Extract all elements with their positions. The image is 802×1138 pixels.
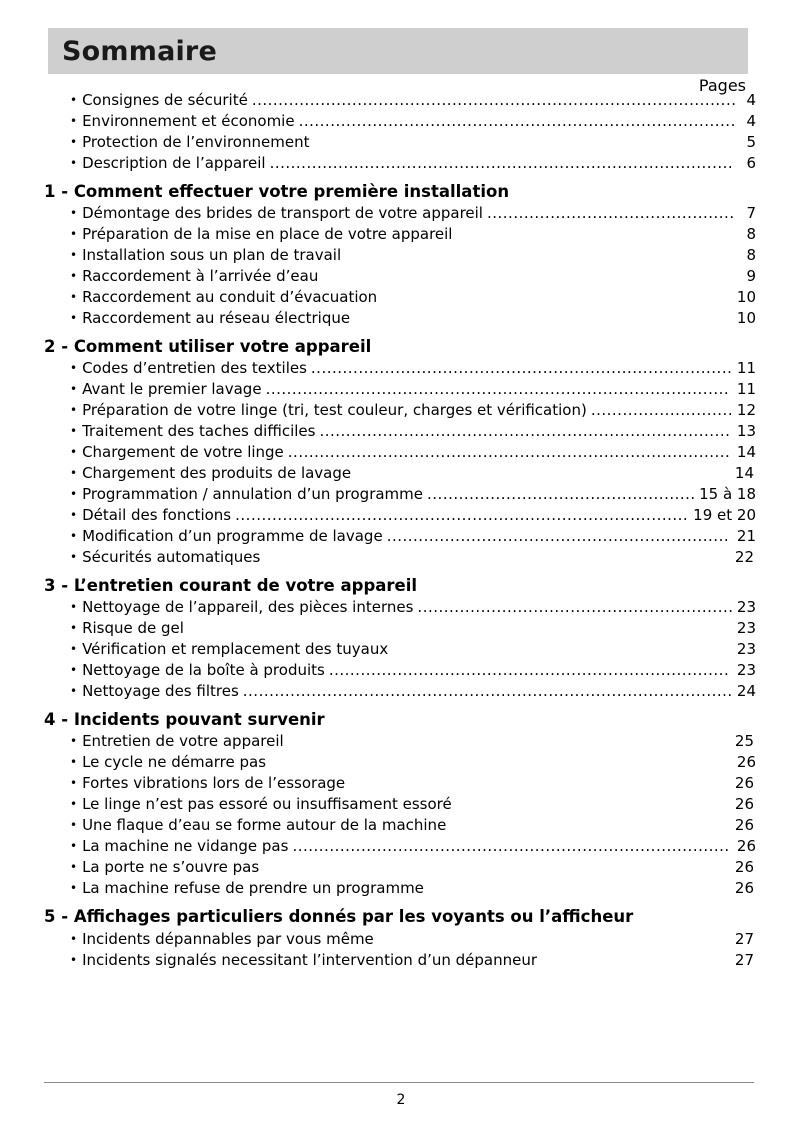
toc-entry[interactable] bbox=[44, 794, 756, 815]
toc-leader-dots: .................................................................................... bbox=[287, 443, 731, 462]
toc-leader-dots: ................................................... bbox=[427, 485, 696, 504]
toc-leader-dots: ................................................................................... bbox=[292, 837, 730, 856]
bullet-icon: • bbox=[70, 227, 78, 242]
toc-entry-page: 15 à 18 bbox=[699, 485, 756, 504]
toc-leader-dots: ............................................... bbox=[486, 204, 735, 223]
toc-leader-dots: ...................................................................................... bbox=[235, 506, 689, 525]
toc-entry-label: Chargement des produits de lavage bbox=[82, 464, 352, 483]
toc-entry[interactable] bbox=[44, 400, 756, 421]
toc-entry-label: Codes d’entretien des textiles bbox=[82, 359, 307, 378]
bullet-icon: • bbox=[70, 93, 78, 107]
toc-entry-label: Fortes vibrations lors de l’essorage bbox=[82, 774, 346, 793]
toc-leader-dots: ................................................................. bbox=[386, 527, 730, 546]
toc-entry-page: 26 bbox=[734, 816, 754, 835]
toc-entry-label: La machine refuse de prendre un programme bbox=[82, 879, 424, 898]
toc-leader-dots: ................................................................................ bbox=[310, 359, 733, 378]
toc-entry-page: 10 bbox=[736, 309, 756, 328]
toc-section-heading: 2 - Comment utiliser votre appareil bbox=[44, 337, 372, 357]
bullet-icon: • bbox=[70, 818, 78, 833]
toc-entry-label: Incidents signalés necessitant l’intervention d’un dépanneur bbox=[82, 950, 538, 969]
toc-leader-dots: ........................... bbox=[590, 401, 734, 420]
toc-entry-label: Le cycle ne démarre pas bbox=[82, 753, 267, 772]
toc-entry[interactable] bbox=[44, 358, 756, 379]
toc-entry-label: Une flaque d’eau se forme autour de la machine bbox=[82, 816, 447, 835]
toc-entry-page: 26 bbox=[734, 858, 754, 877]
pages-column-label: Pages bbox=[698, 76, 746, 95]
bullet-icon: • bbox=[70, 839, 78, 854]
bullet-icon: • bbox=[70, 135, 78, 149]
toc-entry-page: 11 bbox=[736, 380, 756, 399]
toc-entry[interactable] bbox=[44, 245, 756, 266]
bullet-icon: • bbox=[70, 248, 78, 263]
bullet-icon: • bbox=[70, 860, 78, 875]
toc-section-heading: 5 - Affichages particuliers donnés par les voyants ou l’afficheur bbox=[44, 907, 634, 927]
bullet-icon: • bbox=[70, 529, 78, 544]
bullet-icon: • bbox=[70, 600, 78, 615]
toc-entry-label: Sécurités automatiques bbox=[82, 548, 261, 567]
toc-entry-label: La porte ne s’ouvre pas bbox=[82, 858, 260, 877]
bullet-icon: • bbox=[70, 550, 78, 565]
toc-entry[interactable] bbox=[44, 266, 756, 287]
toc-entry[interactable] bbox=[44, 132, 756, 153]
page-title: Sommaire bbox=[62, 35, 217, 67]
toc-entry-page: 23 bbox=[736, 619, 756, 638]
footer-divider bbox=[44, 1082, 754, 1083]
toc-entry[interactable] bbox=[44, 526, 756, 547]
bullet-icon: • bbox=[70, 403, 78, 418]
toc-entry[interactable] bbox=[44, 752, 756, 773]
toc-entry-label: Programmation / annulation d’un programme bbox=[82, 485, 424, 504]
toc-entry[interactable] bbox=[44, 442, 756, 463]
toc-entry-label: Raccordement au réseau électrique bbox=[82, 309, 351, 328]
toc-entry-page: 14 bbox=[734, 464, 754, 483]
toc-section-heading: 3 - L’entretien courant de votre appareil bbox=[44, 576, 418, 596]
toc-entry-page: 21 bbox=[736, 527, 756, 546]
toc-entry-page: 14 bbox=[736, 443, 756, 462]
toc-entry-page: 13 bbox=[736, 422, 756, 441]
bullet-icon: • bbox=[70, 734, 78, 749]
toc-entry-page: 23 bbox=[736, 598, 756, 617]
toc-entry-page: 26 bbox=[736, 753, 756, 772]
toc-entry-label: Le linge n’est pas essoré ou insuffisament essoré bbox=[82, 795, 452, 814]
toc-entry-page: 12 bbox=[736, 401, 756, 420]
bullet-icon: • bbox=[70, 952, 78, 967]
toc-leader-dots: ............................................................................................ bbox=[251, 91, 737, 109]
toc-entry-label: Détail des fonctions bbox=[82, 506, 232, 525]
toc-entry-page: 26 bbox=[734, 774, 754, 793]
toc-entry[interactable] bbox=[44, 224, 756, 245]
toc-entry-label: Raccordement au conduit d’évacuation bbox=[82, 288, 378, 307]
bullet-icon: • bbox=[70, 290, 78, 305]
toc-entry[interactable] bbox=[44, 929, 756, 950]
toc-entry-page: 24 bbox=[736, 682, 756, 701]
toc-leader-dots: ................................................................................... bbox=[298, 112, 736, 130]
toc-entry-page: 7 bbox=[746, 204, 756, 223]
toc-entry[interactable] bbox=[44, 90, 756, 111]
toc-entry-label: Description de l’appareil bbox=[82, 154, 266, 172]
bullet-icon: • bbox=[70, 311, 78, 326]
toc-entry-page: 4 bbox=[746, 91, 756, 109]
toc-entry-page: 25 bbox=[734, 732, 754, 751]
toc-leader-dots: .............................................................................. bbox=[319, 422, 731, 441]
toc-entry-label: Chargement de votre linge bbox=[82, 443, 284, 462]
toc-entry-label: Installation sous un plan de travail bbox=[82, 246, 342, 265]
toc-entry-label: Avant le premier lavage bbox=[82, 380, 262, 399]
bullet-icon: • bbox=[70, 508, 78, 523]
toc-entry-label: La machine ne vidange pas bbox=[82, 837, 289, 856]
toc-entry-label: Modification d’un programme de lavage bbox=[82, 527, 383, 546]
toc-entry[interactable] bbox=[44, 639, 756, 660]
toc-entry-page: 10 bbox=[736, 288, 756, 307]
bullet-icon: • bbox=[70, 424, 78, 439]
bullet-icon: • bbox=[70, 206, 78, 221]
toc-entry-label: Traitement des taches difficiles bbox=[82, 422, 316, 441]
toc-entry-label: Préparation de la mise en place de votre appareil bbox=[82, 225, 453, 244]
toc-entry[interactable] bbox=[44, 111, 756, 132]
toc-entry-page: 9 bbox=[746, 267, 756, 286]
toc-entry-label: Nettoyage de l’appareil, des pièces internes bbox=[82, 598, 414, 617]
toc-entry-label: Consignes de sécurité bbox=[82, 91, 248, 109]
bullet-icon: • bbox=[70, 487, 78, 502]
toc-entry[interactable] bbox=[44, 153, 756, 174]
bullet-icon: • bbox=[70, 776, 78, 791]
toc-entry[interactable] bbox=[44, 815, 756, 836]
toc-entry-label: Vérification et remplacement des tuyaux bbox=[82, 640, 389, 659]
toc-entry[interactable] bbox=[44, 547, 756, 568]
toc-leader-dots: ............................................................................................. bbox=[242, 682, 733, 701]
toc-entry[interactable] bbox=[44, 308, 756, 329]
bullet-icon: • bbox=[70, 881, 78, 896]
toc-entry[interactable] bbox=[44, 836, 756, 857]
toc-entry[interactable] bbox=[44, 660, 756, 681]
toc-entry-page: 11 bbox=[736, 359, 756, 378]
bullet-icon: • bbox=[70, 382, 78, 397]
toc-entry[interactable] bbox=[44, 484, 756, 505]
bullet-icon: • bbox=[70, 642, 78, 657]
toc-entry[interactable] bbox=[44, 421, 756, 442]
toc-entry[interactable] bbox=[44, 505, 756, 526]
toc-entry-page: 8 bbox=[746, 225, 756, 244]
toc-entry-label: Démontage des brides de transport de votre appareil bbox=[82, 204, 483, 223]
toc-entry-page: 27 bbox=[734, 929, 754, 948]
bullet-icon: • bbox=[70, 684, 78, 699]
bullet-icon: • bbox=[70, 931, 78, 946]
toc-entry[interactable] bbox=[44, 681, 756, 702]
toc-entry[interactable] bbox=[44, 731, 756, 752]
toc-entry-page: 22 bbox=[734, 548, 754, 567]
toc-entry[interactable] bbox=[44, 379, 756, 400]
toc-entry-page: 26 bbox=[734, 795, 754, 814]
toc-entry-page: 23 bbox=[736, 640, 756, 659]
bullet-icon: • bbox=[70, 361, 78, 376]
toc-entry-label: Protection de l’environnement bbox=[82, 133, 310, 151]
toc-entry-label: Nettoyage de la boîte à produits bbox=[82, 661, 325, 680]
table-of-contents bbox=[44, 90, 756, 971]
toc-entry-page: 8 bbox=[746, 246, 756, 265]
toc-leader-dots: ............................................................................ bbox=[328, 661, 730, 680]
bullet-icon: • bbox=[70, 797, 78, 812]
toc-entry-page: 5 bbox=[746, 133, 756, 151]
toc-entry-label: Raccordement à l’arrivée d’eau bbox=[82, 267, 319, 286]
toc-entry-page: 19 et 20 bbox=[693, 506, 756, 525]
toc-entry-page: 27 bbox=[734, 950, 754, 969]
toc-entry[interactable] bbox=[44, 773, 756, 794]
toc-entry-page: 23 bbox=[736, 661, 756, 680]
page-number: 2 bbox=[396, 1092, 406, 1108]
toc-entry[interactable] bbox=[44, 203, 756, 224]
bullet-icon: • bbox=[70, 445, 78, 460]
toc-entry-page: 26 bbox=[734, 879, 754, 898]
toc-leader-dots: ........................................................................................ bbox=[269, 154, 734, 172]
toc-leader-dots: ........................................................................................ bbox=[265, 380, 730, 399]
bullet-icon: • bbox=[70, 755, 78, 770]
bullet-icon: • bbox=[70, 663, 78, 678]
sommaire-title-bar bbox=[48, 28, 748, 74]
toc-entry-page: 6 bbox=[746, 154, 756, 172]
bullet-icon: • bbox=[70, 156, 78, 170]
toc-entry-page: 4 bbox=[746, 112, 756, 130]
toc-entry-label: Nettoyage des filtres bbox=[82, 682, 239, 701]
toc-entry[interactable] bbox=[44, 597, 756, 618]
toc-entry-label: Incidents dépannables par vous même bbox=[82, 929, 374, 948]
bullet-icon: • bbox=[70, 269, 78, 284]
toc-entry[interactable] bbox=[44, 857, 756, 878]
toc-entry-page: 26 bbox=[736, 837, 756, 856]
toc-entry-label: Risque de gel bbox=[82, 619, 184, 638]
toc-entry[interactable] bbox=[44, 950, 756, 971]
toc-entry-label: Environnement et économie bbox=[82, 112, 295, 130]
toc-section-heading: 4 - Incidents pouvant survenir bbox=[44, 710, 325, 730]
toc-entry-label: Préparation de votre linge (tri, test couleur, charges et vérification) bbox=[82, 401, 587, 420]
toc-section-heading: 1 - Comment effectuer votre première installation bbox=[44, 182, 510, 201]
toc-leader-dots: ............................................................ bbox=[417, 598, 734, 617]
toc-entry[interactable] bbox=[44, 618, 756, 639]
bullet-icon: • bbox=[70, 621, 78, 636]
toc-entry[interactable] bbox=[44, 287, 756, 308]
bullet-icon: • bbox=[70, 466, 78, 481]
toc-entry[interactable] bbox=[44, 878, 756, 899]
toc-entry-label: Entretien de votre appareil bbox=[82, 732, 284, 751]
toc-entry[interactable] bbox=[44, 463, 756, 484]
bullet-icon: • bbox=[70, 114, 78, 128]
